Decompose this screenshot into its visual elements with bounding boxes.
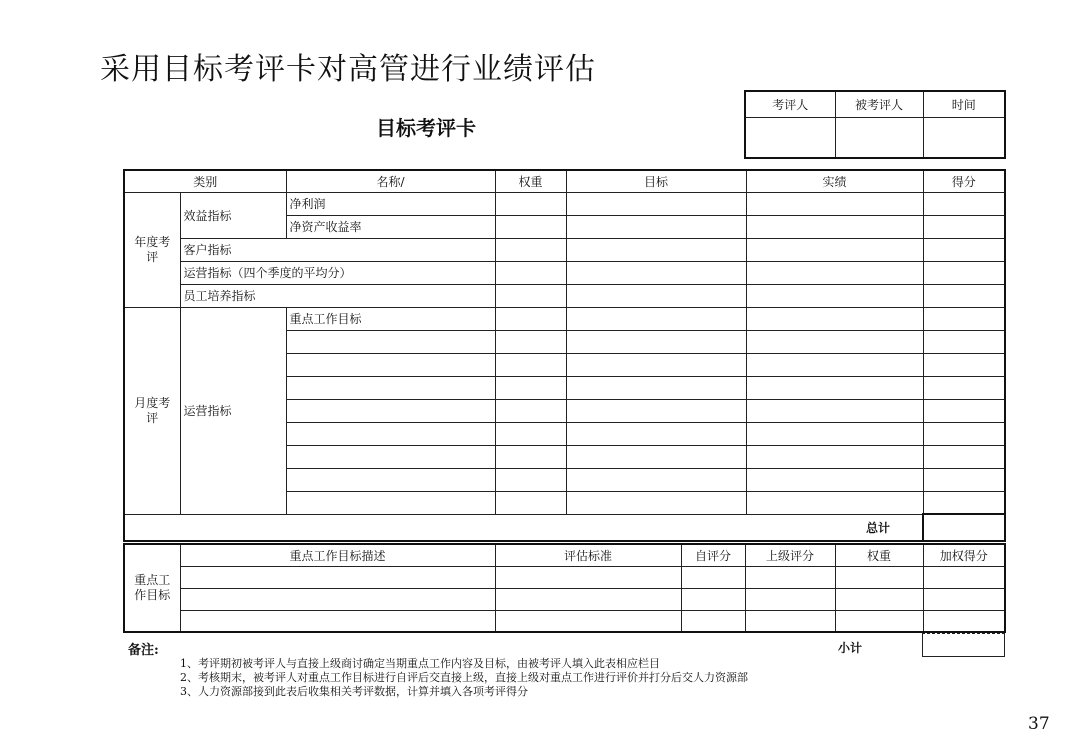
header-criteria: 评估标准 [495,544,681,566]
total-label: 总计 [124,514,923,541]
page-title: 采用目标考评卡对高管进行业绩评估 [100,52,596,87]
roe-label: 净资产收益率 [286,215,495,238]
card-title: 目标考评卡 [376,116,476,140]
evaluatee-header: 被考评人 [835,91,923,117]
total-cell[interactable] [923,514,1005,541]
header-superior-score: 上级评分 [745,544,835,566]
header-actual: 实绩 [746,170,923,192]
key-target-label: 重点工作目标 [286,307,495,330]
notes-label: 备注: [128,643,159,658]
evaluator-header: 考评人 [745,91,835,117]
time-header: 时间 [923,91,1005,117]
note-item: 3、人力资源部接到此表后收集相关考评数据，计算并填入各项考评得分 [180,685,528,698]
header-weighted-score: 加权得分 [923,544,1005,566]
operation-indicator-monthly: 运营指标 [180,307,286,514]
header-name: 名称/ [286,170,495,192]
page-number: 37 [1028,714,1050,734]
operation-indicator-annual: 运营指标（四个季度的平均分） [180,261,495,284]
staff-indicator: 员工培养指标 [180,284,495,307]
header-category: 类别 [124,170,286,192]
header-self-score: 自评分 [681,544,745,566]
header-key-weight: 权重 [835,544,923,566]
header-target: 目标 [566,170,746,192]
annual-review-label: 年度考评 [124,192,180,307]
key-work-label: 重点工作目标 [124,544,180,632]
note-item: 2、考核期末，被考评人对重点工作目标进行自评后交直接上级，直接上级对重点工作进行评价并打分后交人力资源部 [180,671,748,684]
notes-list [180,657,748,699]
customer-indicator: 客户指标 [180,238,495,261]
subtotal-label: 小计 [838,641,863,655]
monthly-review-label: 月度考评 [124,307,180,514]
header-weight: 权重 [495,170,566,192]
net-profit-label: 净利润 [286,192,495,215]
subtotal-cell[interactable] [922,633,1005,657]
evaluatee-cell[interactable] [835,117,923,158]
evaluator-table [744,90,1006,159]
main-table [123,169,1006,542]
time-cell[interactable] [923,117,1005,158]
header-key-description: 重点工作目标描述 [180,544,495,566]
key-work-table [123,543,1006,633]
note-item: 1、考评期初被考评人与直接上级商讨确定当期重点工作内容及目标，由被考评人填入此表相应栏目 [180,657,660,670]
benefit-indicator: 效益指标 [180,192,286,238]
evaluator-cell[interactable] [745,117,835,158]
header-score: 得分 [923,170,1005,192]
